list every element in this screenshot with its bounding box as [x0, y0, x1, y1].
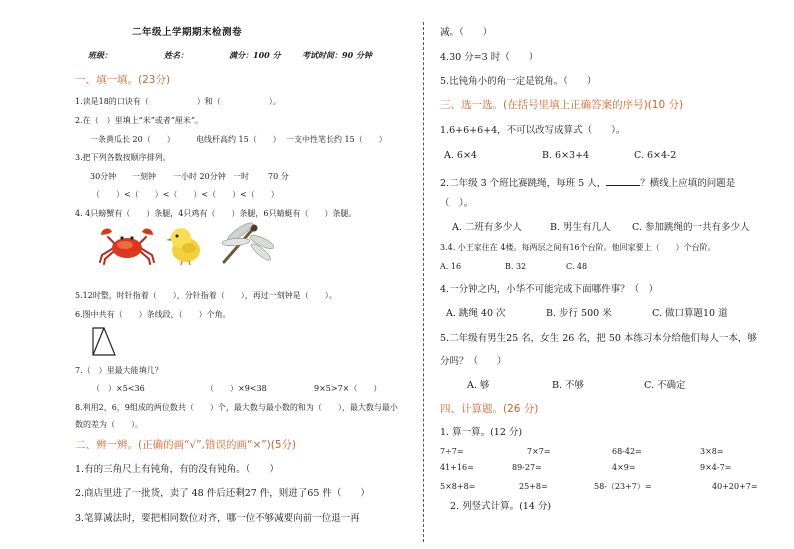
- q3-item: 一时: [233, 172, 249, 181]
- question-8: 8.利用2，6，9组成的两位数共（ ）个，最大数与最小数的和为（ ），最大数与最小: [75, 403, 398, 412]
- choice-2b: B. 男生有几人: [550, 222, 611, 233]
- time-label: 考试时间：90 分钟: [302, 50, 372, 60]
- choice-2-text: 2.二年级 3 个班比赛跳绳，每班 5 人，: [440, 178, 607, 189]
- calc-item: 89-27=: [512, 463, 542, 472]
- question-7a: （ ）×5<36: [92, 384, 145, 393]
- calc-item: 3×8=: [700, 447, 724, 456]
- choice-3: 3.4. 小王家住在 4楼。每两层之间有16个台阶。他回家要上（ ）个台阶。: [440, 243, 716, 252]
- choice-2-paren: （ ）。: [440, 198, 474, 209]
- choice-3c: C. 48: [566, 262, 588, 271]
- choice-2a: A. 二班有多少人: [452, 222, 522, 233]
- choice-2-text-b: ？横线上应填的问题是: [640, 178, 736, 189]
- dragonfly-icon: [212, 220, 274, 268]
- q3-item: 30分钟: [90, 172, 117, 181]
- q3-item: 一小时 20分钟: [173, 172, 226, 181]
- calc-item: 41+16=: [440, 463, 474, 472]
- judge-5: 5.比钝角小的角一定是锐角。（ ）: [440, 76, 597, 87]
- crab-icon: [98, 225, 156, 265]
- judge-4: 4.30 分=3 时（ ）: [440, 52, 539, 63]
- calc-item: 68-42=: [612, 447, 642, 456]
- calc-item: 5×8+8=: [440, 482, 476, 491]
- question-7: 7.（ ）里最大能填几？: [75, 366, 163, 375]
- choice-1b: B. 6×3+4: [542, 150, 590, 161]
- q3-item: 一刻钟: [132, 172, 156, 181]
- choice-5: 5.二年级有男生25 名，女生 26 名，把 50 本练习本分给他们每人一本，够: [440, 333, 757, 344]
- question-3: 3.把下列各数按顺序排列。: [75, 153, 171, 162]
- q3-item: 70 分: [268, 172, 289, 181]
- column-divider: [423, 22, 424, 542]
- question-2a: 一条黄瓜长 20（ ）: [90, 135, 175, 144]
- calc-item: 25+8=: [519, 482, 548, 491]
- score-label: 满分：100 分: [229, 50, 281, 60]
- choice-5-cont: 分吗？（ ）: [440, 356, 507, 367]
- chick-icon: [164, 224, 206, 266]
- choice-3b: B. 32: [505, 262, 527, 271]
- choice-2-blank: [606, 176, 640, 186]
- question-7c: 9×5>7×（ ）: [314, 384, 382, 393]
- question-2: 2.在（ ）里填上“米”或者“厘米”。: [75, 116, 203, 125]
- question-8-cont: 数的差为（ ）。: [75, 420, 143, 429]
- question-4: 4. 4只螃蟹有（ ）条腿，4只鸡有（ ）条腿，6只蜻蜓有（ ）条腿。: [75, 209, 357, 218]
- question-2c: 一支中性笔长约 15（ ）: [286, 135, 387, 144]
- calc-item: 4×9=: [612, 463, 636, 472]
- judge-2: 2.商店里进了一批货，卖了 48 件后还剩27 件，则进了65 件（ ）: [75, 488, 370, 499]
- class-label: 班级：: [88, 50, 112, 60]
- question-2b: 电线杆高约 15（ ）: [196, 135, 281, 144]
- section-fill-in: 一、填一填。(23分): [75, 74, 171, 86]
- choice-1: 1.6+6+6+4，不可以改写成算式（ ）。: [440, 125, 626, 136]
- question-7b: （ ）×9<38: [206, 384, 267, 393]
- name-label: 姓名：: [164, 50, 188, 60]
- judge-1: 1.有的三角尺上有钝角，有的没有钝角。（ ）: [75, 464, 279, 475]
- geometry-figure: [90, 324, 118, 358]
- calc-item: 7÷7=: [440, 447, 464, 456]
- calc-item: 7×7=: [527, 447, 551, 456]
- calc-part-1: 1. 算一算。(12 分): [440, 427, 523, 438]
- section-judge: 二、辨一辨。(正确的画“√”,错误的画“×”)(5分): [75, 439, 297, 451]
- choice-2: [440, 176, 735, 189]
- choice-4b: B. 步行 500 米: [546, 308, 612, 319]
- choice-5b: B. 不够: [552, 380, 585, 391]
- calc-item: 40+20+7=: [712, 482, 758, 491]
- question-5: 5.12时整，时针指着（ ），分针指着（ ），再过一刻钟是（ ）。: [75, 291, 337, 300]
- choice-5c: C. 不确定: [644, 380, 686, 391]
- choice-1a: A. 6×4: [444, 150, 477, 161]
- choice-2c: C. 参加跳绳的一共有多少人: [632, 222, 750, 233]
- question-6: 6.图中共有（ ）条线段，（ ）个角。: [75, 310, 231, 319]
- calc-item: 58-（23+7）=: [594, 482, 652, 491]
- question-1: 1.读是18的口诀有（ ）和（ ）。: [75, 97, 281, 106]
- section-choose: 三、选一选。(在括号里填上正确答案的序号)(10 分): [440, 99, 684, 111]
- calc-item: 9×4-7=: [700, 463, 732, 472]
- choice-4c: C. 做口算题10 道: [652, 308, 728, 319]
- choice-5a: A. 够: [467, 380, 490, 391]
- choice-1c: C. 6×4-2: [634, 150, 677, 161]
- section-calc: 四、计算题。(26 分): [440, 403, 539, 415]
- choice-3a: A. 16: [440, 262, 462, 271]
- choice-4a: A. 跳绳 40 次: [446, 308, 506, 319]
- calc-part-2: 2. 列竖式计算。(14 分): [450, 501, 552, 512]
- choice-4: 4.一分钟之内，小华不可能完成下面哪件事？（ ）: [440, 284, 659, 295]
- q3-order: （ ）<（ ）<（ ）<（ ）<（ ）: [92, 190, 279, 199]
- judge-3: 3.笔算减法时，要把相同数位对齐，哪一位不够减要向前一位退一再: [75, 513, 360, 524]
- judge-3-cont: 减。（ ）: [440, 27, 493, 38]
- page-title: 二年级上学期期末检测卷: [132, 27, 243, 38]
